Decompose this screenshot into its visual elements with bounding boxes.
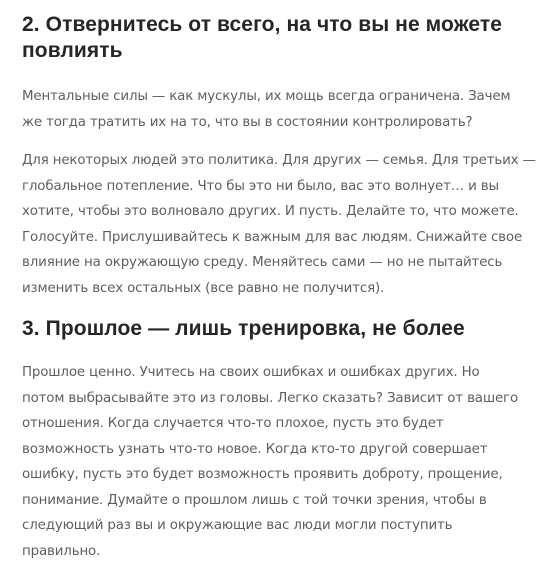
paragraph-line: изменить всех остальных (все равно не получится). [22,280,385,296]
paragraph-line: отношения. Когда случается что-то плохое, пусть это будет [22,416,444,431]
paragraph-line: Для некоторых людей это политика. Для других — семья. Для третьих — [22,153,536,168]
section-2-paragraph-2 [22,148,536,301]
paragraph-line: же тогда тратить их на то, что вы в состоянии контролировать? [22,114,473,130]
paragraph-line: Прошлое ценно. Учитесь на своих ошибках и ошибках других. Но [22,365,480,380]
section-3-paragraph-1 [22,360,518,564]
heading-line: 2. Отвернитесь от всего, на что вы не можете [22,13,503,36]
paragraph-line: понимание. Думайте о прошлом лишь с той точки зрения, чтобы в [22,492,487,508]
paragraph-line: влияние на окружающую среду. Меняйтесь сами — но не пытайтесь [22,255,503,270]
heading-line: 3. Прошлое — лишь тренировка, не более [22,317,465,340]
section-heading-3 [22,316,465,342]
paragraph-line: потом выбрасывайте это из головы. Легко сказать? Зависит от вашего [22,390,518,406]
paragraph-line: возможность узнать что-то новое. Когда кто-то другой совершает [22,441,488,457]
section-heading-2 [22,12,502,64]
paragraph-line: глобальное потепление. Что бы это ни было, вас это волнует… и вы [22,178,499,194]
paragraph-line: хотите, чтобы это волновало других. И пусть. Делайте то, что можете. [22,204,519,219]
paragraph-line: следующий раз вы и окружающие вас люди могли поступить [22,518,453,533]
heading-line: повлиять [22,39,123,62]
paragraph-line: Голосуйте. Прислушивайтесь к важным для вас людям. Снижайте свое [22,229,523,245]
paragraph-line: ошибку, пусть это будет возможность проявить доброту, прощение, [22,467,503,482]
paragraph-line: Ментальные силы — как мускулы, их мощь всегда ограничена. Зачем [22,89,511,104]
paragraph-line: правильно. [22,543,101,559]
section-2-paragraph-1 [22,84,510,135]
